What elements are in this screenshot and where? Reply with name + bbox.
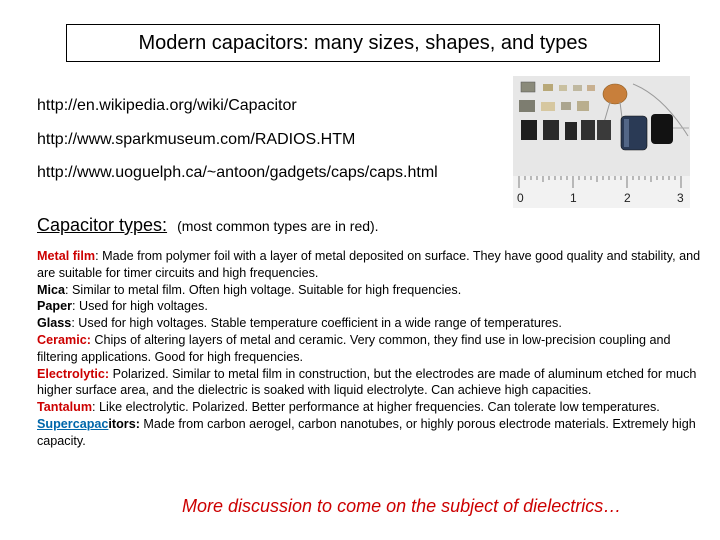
smd-chip-9 [577, 101, 589, 111]
smd-chip-3 [559, 85, 567, 91]
type-desc: Similar to metal film. Often high voltage. Suitable for high frequencies. [68, 282, 462, 297]
type-desc: Chips of altering layers of metal and ceramic. Very common, they find use in low-precision coupling and filtering applications. Good for high frequencies. [37, 332, 671, 364]
uoguelph-caps-link[interactable]: http://www.uoguelph.ca/~antoon/gadgets/caps/caps.html [37, 164, 438, 181]
wikipedia-capacitor-link[interactable]: http://en.wikipedia.org/wiki/Capacitor [37, 97, 297, 114]
smd-chip-1 [521, 82, 535, 92]
type-name: Mica [37, 282, 65, 297]
type-name: Electrolytic: [37, 366, 110, 381]
type-mica: Mica: Similar to metal film. Often high voltage. Suitable for high frequencies. [37, 282, 462, 297]
types-heading-label: Capacitor types: [37, 215, 168, 235]
tantalum-capacitor-2 [543, 120, 559, 140]
slide-title: Modern capacitors: many sizes, shapes, and types [66, 24, 660, 62]
smd-chip-4 [573, 85, 582, 91]
type-name: Tantalum [37, 400, 93, 415]
supercap-name-rest: itors: [108, 416, 140, 431]
electrolytic-capacitor-small [651, 114, 673, 144]
supercapacitor-link[interactable]: Supercapac [37, 416, 109, 431]
type-ceramic [37, 332, 702, 366]
type-metal-film: Metal film: Made from polymer foil with a layer of metal deposited on surface. They have good quality and stability, and are suitable for timer circuits and high frequencies. [37, 249, 701, 280]
type-electrolytic [37, 366, 702, 400]
tantalum-capacitor-5 [597, 120, 611, 140]
type-desc: Made from carbon aerogel, carbon nanotubes, or highly porous electrode materials. Extremely high capacity. [37, 416, 696, 448]
types-heading-note: (most common types are in red). [177, 218, 379, 234]
tantalum-capacitor-3 [565, 122, 577, 140]
smd-chip-2 [543, 84, 553, 91]
type-desc: Used for high voltages. [75, 299, 208, 314]
smd-chip-6 [519, 100, 535, 112]
type-desc: Like electrolytic. Polarized. Better performance at higher frequencies. Can tolerate low temperatures. [95, 400, 660, 415]
type-glass: Glass: Used for high voltages. Stable temperature coefficient in a wide range of temperatures. [37, 316, 562, 331]
smd-chip-8 [561, 102, 571, 110]
smd-chip-7 [541, 102, 555, 111]
type-desc: Used for high voltages. Stable temperature coefficient in a wide range of temperatures. [74, 316, 562, 331]
footer-note: More discussion to come on the subject of dielectrics… [182, 496, 622, 516]
type-name: Ceramic: [37, 332, 91, 347]
ruler-label-0: 0 [517, 191, 524, 205]
ruler [513, 176, 690, 208]
smd-chip-5 [587, 85, 595, 91]
ceramic-disc-capacitor [603, 84, 627, 104]
tantalum-capacitor-4 [581, 120, 595, 140]
type-desc: Polarized. Similar to metal film in construction, but the electrodes are made of aluminum etched for much higher surface area, and the dielectric is soaked with liquid electrolyte. Can achieve high capacities. [37, 366, 697, 398]
type-tantalum: Tantalum: Like electrolytic. Polarized. Better performance at higher frequencies. Can tolerate low temperatures. [37, 400, 660, 415]
tantalum-capacitor-1 [521, 120, 537, 140]
type-name: Metal film [37, 249, 96, 263]
capacitor-types-heading [37, 215, 379, 236]
ruler-label-2: 2 [624, 191, 631, 205]
type-supercapacitors [37, 416, 702, 450]
capacitors-photo [513, 76, 690, 208]
sparkmuseum-radios-link[interactable]: http://www.sparkmuseum.com/RADIOS.HTM [37, 131, 356, 148]
type-name: Glass [37, 316, 72, 331]
type-desc: Made from polymer foil with a layer of metal deposited on surface. They have good quality and stability, and are suitable for timer circuits and high frequencies. [37, 249, 701, 280]
ruler-label-3: 3 [677, 191, 684, 205]
type-name: Paper [37, 299, 73, 314]
capacitor-types-list [37, 248, 702, 450]
type-paper: Paper: Used for high voltages. [37, 299, 208, 314]
ruler-label-1: 1 [570, 191, 577, 205]
